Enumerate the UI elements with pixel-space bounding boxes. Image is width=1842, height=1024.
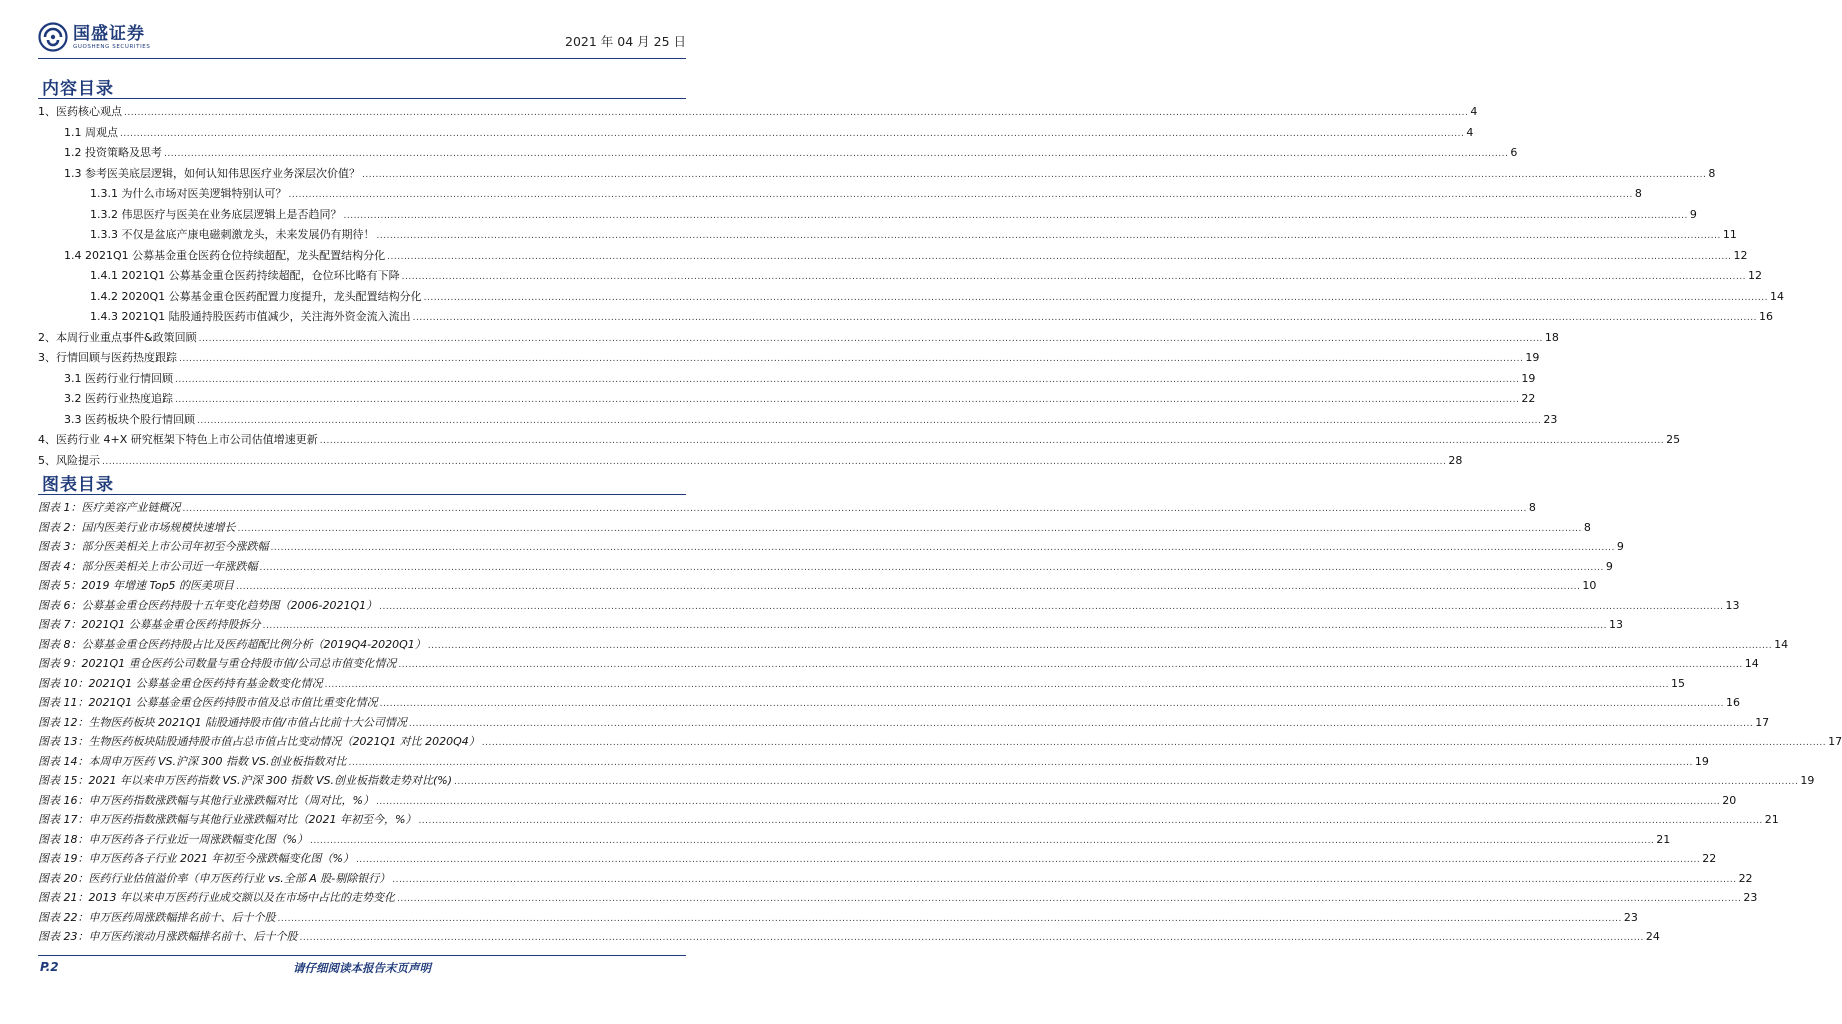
dot-leader: ................................................................................................................................................................................................................................................................................................................................................................................................................ bbox=[324, 679, 1669, 690]
dot-leader: ................................................................................................................................................................................................................................................................................................................................................................................................................ bbox=[175, 395, 1520, 405]
logo-english: GUOSHENG SECURITIES bbox=[73, 43, 151, 50]
dot-leader: ................................................................................................................................................................................................................................................................................................................................................................................................................ bbox=[236, 582, 1581, 592]
figure-entry-label: 图表 23：申万医药滚动月涨跌幅排名前十、后十个股 bbox=[38, 930, 298, 943]
dot-leader: ................................................................................................................................................................................................................................................................................................................................................................................................................ bbox=[401, 272, 1746, 282]
toc-entry-label: 1.4.3 2021Q1 陆股通持股医药市值减少，关注海外资金流入流出 bbox=[90, 310, 411, 323]
figure-entry[interactable] bbox=[38, 847, 1717, 866]
dot-leader: ................................................................................................................................................................................................................................................................................................................................................................................................................ bbox=[408, 718, 1754, 729]
figure-entry[interactable] bbox=[38, 808, 1779, 827]
figure-entry-label: 图表 20：医药行业估值溢价率（申万医药行业 vs.全部 A 股-剔除银行） bbox=[38, 871, 391, 885]
figure-entry[interactable] bbox=[38, 516, 1591, 535]
toc-entry-label: 3.3 医药板块个股行情回顾 bbox=[64, 412, 195, 426]
page-header bbox=[38, 18, 686, 59]
dot-leader: ................................................................................................................................................................................................................................................................................................................................................................................................................ bbox=[454, 777, 1799, 787]
toc-entry[interactable] bbox=[38, 223, 1737, 242]
logo bbox=[38, 20, 150, 54]
report-date: 2021 年 04 月 25 日 bbox=[565, 34, 686, 49]
dot-leader: ................................................................................................................................................................................................................................................................................................................................................................................................................ bbox=[175, 374, 1520, 385]
figure-entry[interactable] bbox=[38, 613, 1623, 632]
toc-entry[interactable] bbox=[38, 428, 1681, 447]
figure-entry-page: 23 bbox=[1743, 891, 1758, 904]
toc-entry[interactable] bbox=[38, 305, 1773, 324]
dot-leader: ................................................................................................................................................................................................................................................................................................................................................................................................................ bbox=[259, 562, 1604, 573]
toc-entry-page: 18 bbox=[1544, 330, 1559, 344]
toc-title: 内容目录 bbox=[42, 79, 114, 99]
toc-entry[interactable] bbox=[38, 244, 1748, 263]
figure-entry-label: 图表 15：2021 年以来申万医药指数 VS.沪深 300 指数 VS.创业板指数走势对比(%) bbox=[38, 774, 453, 787]
dot-leader: ................................................................................................................................................................................................................................................................................................................................................................................................................ bbox=[387, 251, 1732, 262]
toc-entry-page: 6 bbox=[1510, 146, 1518, 159]
toc-entry-page: 8 bbox=[1708, 166, 1716, 180]
toc-entry-page: 25 bbox=[1666, 433, 1681, 446]
figure-entry-label: 图表 22：申万医药周涨跌幅排名前十、后十个股 bbox=[38, 910, 276, 924]
dot-leader: ................................................................................................................................................................................................................................................................................................................................................................................................................ bbox=[288, 190, 1633, 200]
dot-leader: ................................................................................................................................................................................................................................................................................................................................................................................................................ bbox=[355, 855, 1701, 865]
toc-entry-label: 3.1 医药行业行情回顾 bbox=[64, 371, 173, 385]
dot-leader: ................................................................................................................................................................................................................................................................................................................................................................................................................ bbox=[270, 543, 1615, 553]
figure-entry-page: 17 bbox=[1828, 735, 1842, 748]
figure-entry-label: 图表 5：2019 年增速 Top5 的医美项目 bbox=[38, 579, 235, 592]
figure-entry-label: 图表 8：公募基金重仓医药持股占比及医药超配比例分析（2019Q4-2020Q1） bbox=[38, 637, 426, 651]
toc-entry[interactable] bbox=[38, 346, 1540, 365]
toc-entry[interactable] bbox=[38, 264, 1762, 283]
toc-entry-label: 3、行情回顾与医药热度跟踪 bbox=[38, 351, 177, 364]
toc-entry-page: 22 bbox=[1521, 392, 1536, 405]
toc-entry-page: 19 bbox=[1525, 351, 1540, 364]
figure-entry-page: 14 bbox=[1744, 657, 1759, 670]
dot-leader: ................................................................................................................................................................................................................................................................................................................................................................................................................ bbox=[398, 660, 1743, 670]
toc-entry-page: 19 bbox=[1521, 371, 1536, 385]
figure-entry-page: 13 bbox=[1609, 618, 1623, 631]
toc-entry[interactable] bbox=[38, 203, 1697, 222]
figure-entry[interactable] bbox=[38, 555, 1613, 574]
dot-leader: ................................................................................................................................................................................................................................................................................................................................................................................................................ bbox=[164, 149, 1509, 159]
dot-leader: ................................................................................................................................................................................................................................................................................................................................................................................................................ bbox=[277, 913, 1622, 924]
toc-entry-label: 1.3.2 伟思医疗与医美在业务底层逻辑上是否趋同？ bbox=[90, 207, 342, 221]
figure-entry-label: 图表 6：公募基金重仓医药持股十五年变化趋势图（2006-2021Q1） bbox=[38, 598, 378, 612]
toc-entry-label: 1.4.2 2020Q1 公募基金重仓医药配置力度提升，龙头配置结构分化 bbox=[90, 289, 422, 303]
dot-leader: ................................................................................................................................................................................................................................................................................................................................................................................................................ bbox=[412, 313, 1757, 323]
figure-entry[interactable] bbox=[38, 711, 1770, 730]
figure-entry[interactable] bbox=[38, 691, 1740, 710]
dot-leader: ................................................................................................................................................................................................................................................................................................................................................................................................................ bbox=[376, 231, 1721, 241]
toc-entry-label: 1.2 投资策略及思考 bbox=[64, 146, 162, 159]
dot-leader: ................................................................................................................................................................................................................................................................................................................................................................................................................ bbox=[343, 210, 1688, 221]
dot-leader: ................................................................................................................................................................................................................................................................................................................................................................................................................ bbox=[198, 333, 1543, 344]
figure-entry-label: 图表 16：申万医药指数涨跌幅与其他行业涨跌幅对比（周对比，%） bbox=[38, 793, 374, 807]
dot-leader: ................................................................................................................................................................................................................................................................................................................................................................................................................ bbox=[427, 640, 1773, 651]
figure-entry-page: 9 bbox=[1616, 540, 1624, 553]
toc-entry-label: 1.1 周观点 bbox=[64, 125, 118, 139]
toc-entry[interactable] bbox=[38, 387, 1536, 406]
dot-leader: ................................................................................................................................................................................................................................................................................................................................................................................................................ bbox=[299, 933, 1644, 943]
figure-entry-page: 20 bbox=[1722, 793, 1737, 807]
toc-entry-label: 1.3 参考医美底层逻辑，如何认知伟思医疗业务深层次价值？ bbox=[64, 166, 360, 180]
dot-leader: ................................................................................................................................................................................................................................................................................................................................................................................................................ bbox=[120, 128, 1465, 139]
toc-entry[interactable] bbox=[38, 121, 1474, 140]
toc-entry-page: 4 bbox=[1470, 105, 1478, 118]
figure-entry-page: 19 bbox=[1800, 774, 1815, 787]
figure-entry-page: 23 bbox=[1623, 910, 1638, 924]
figure-entry-page: 17 bbox=[1755, 715, 1770, 729]
dot-leader: ................................................................................................................................................................................................................................................................................................................................................................................................................ bbox=[418, 816, 1763, 826]
figure-entry-page: 15 bbox=[1670, 676, 1685, 690]
toc-entry-page: 12 bbox=[1733, 248, 1748, 262]
toc-entry[interactable] bbox=[38, 285, 1784, 304]
dot-leader: ................................................................................................................................................................................................................................................................................................................................................................................................................ bbox=[124, 108, 1469, 118]
figure-entry-page: 21 bbox=[1764, 813, 1779, 826]
figure-entry-page: 8 bbox=[1528, 501, 1536, 514]
toc-entry-label: 2、本周行业重点事件&政策回顾 bbox=[38, 330, 197, 344]
dot-leader: ................................................................................................................................................................................................................................................................................................................................................................................................................ bbox=[309, 835, 1655, 846]
toc-entry-page: 12 bbox=[1747, 269, 1762, 282]
figure-entry[interactable] bbox=[38, 594, 1740, 613]
figure-entry[interactable] bbox=[38, 535, 1624, 554]
toc-entry-label: 1.4.1 2021Q1 公募基金重仓医药持续超配，仓位环比略有下降 bbox=[90, 269, 400, 282]
figure-entry-label: 图表 12：生物医药板块 2021Q1 陆股通持股市值/市值占比前十大公司情况 bbox=[38, 715, 407, 729]
dot-leader: ................................................................................................................................................................................................................................................................................................................................................................................................................ bbox=[362, 169, 1707, 180]
toc-title-divider bbox=[38, 98, 686, 99]
figure-entry-page: 22 bbox=[1702, 852, 1717, 865]
figure-entry-label: 图表 3：部分医美相关上市公司年初至今涨跌幅 bbox=[38, 540, 269, 553]
footer-divider bbox=[38, 955, 686, 956]
toc-entry[interactable] bbox=[38, 182, 1642, 201]
figure-entry[interactable] bbox=[38, 769, 1815, 788]
figure-entry[interactable] bbox=[38, 672, 1685, 691]
figure-entry-label: 图表 18：申万医药各子行业近一周涨跌幅变化图（%） bbox=[38, 832, 308, 846]
toc-entry-page: 8 bbox=[1634, 187, 1642, 200]
toc-entry[interactable] bbox=[38, 141, 1518, 160]
figure-entry-label: 图表 14：本周申万医药 VS.沪深 300 指数 VS.创业板指数对比 bbox=[38, 754, 347, 768]
dot-leader: ................................................................................................................................................................................................................................................................................................................................................................................................................ bbox=[237, 523, 1582, 534]
toc-entry-label: 1.3.3 不仅是盆底产康电磁刺激龙头，未来发展仍有期待！ bbox=[90, 228, 375, 241]
figure-entry-label: 图表 13：生物医药板块陆股通持股市值占总市值占比变动情况（2021Q1 对比 2020Q4） bbox=[38, 735, 480, 748]
figures-title: 图表目录 bbox=[42, 475, 114, 495]
dot-leader: ................................................................................................................................................................................................................................................................................................................................................................................................................ bbox=[319, 436, 1665, 446]
figure-entry-label: 图表 10：2021Q1 公募基金重仓医药持有基金数变化情况 bbox=[38, 676, 323, 690]
figure-entry-label: 图表 4：部分医美相关上市公司近一年涨跌幅 bbox=[38, 559, 258, 573]
toc-entry-label: 5、风险提示 bbox=[38, 453, 100, 467]
figure-entry[interactable] bbox=[38, 867, 1753, 886]
dot-leader: ................................................................................................................................................................................................................................................................................................................................................................................................................ bbox=[179, 354, 1524, 364]
figure-entry-label: 图表 21：2013 年以来申万医药行业成交额以及在市场中占比的走势变化 bbox=[38, 891, 395, 904]
page-number: P.2 bbox=[40, 960, 59, 974]
toc-entry[interactable] bbox=[38, 367, 1536, 386]
figure-entry[interactable] bbox=[38, 789, 1737, 808]
figure-entry-page: 16 bbox=[1725, 696, 1740, 709]
dot-leader: ................................................................................................................................................................................................................................................................................................................................................................................................................ bbox=[392, 874, 1737, 885]
toc-entry-page: 16 bbox=[1758, 310, 1773, 323]
figure-entry-label: 图表 17：申万医药指数涨跌幅与其他行业涨跌幅对比（2021 年初至今，%） bbox=[38, 813, 417, 826]
figure-entry-label: 图表 9：2021Q1 重仓医药公司数量与重仓持股市值/公司总市值变化情况 bbox=[38, 657, 397, 670]
figure-entry[interactable] bbox=[38, 828, 1671, 847]
toc-entry-label: 3.2 医药行业热度追踪 bbox=[64, 392, 173, 405]
figure-entry-page: 10 bbox=[1582, 579, 1597, 592]
guosheng-logo-icon bbox=[38, 22, 68, 52]
disclaimer-note: 请仔细阅读本报告末页声明 bbox=[293, 961, 431, 975]
toc-entry-page: 28 bbox=[1448, 453, 1463, 467]
toc-entry-page: 14 bbox=[1769, 289, 1784, 303]
dot-leader: ................................................................................................................................................................................................................................................................................................................................................................................................................ bbox=[481, 738, 1827, 748]
dot-leader: ................................................................................................................................................................................................................................................................................................................................................................................................................ bbox=[423, 292, 1768, 303]
figure-entry[interactable] bbox=[38, 574, 1597, 593]
figure-entry-page: 9 bbox=[1605, 559, 1613, 573]
toc-entry[interactable] bbox=[38, 162, 1716, 181]
figure-entry-page: 8 bbox=[1583, 520, 1591, 534]
figure-entry-label: 图表 19：申万医药各子行业 2021 年初至今涨跌幅变化图（%） bbox=[38, 852, 354, 865]
dot-leader: ................................................................................................................................................................................................................................................................................................................................................................................................................ bbox=[379, 601, 1724, 612]
toc-entry-label: 4、医药行业 4+X 研究框架下特色上市公司估值增速更新 bbox=[38, 433, 318, 446]
dot-leader: ................................................................................................................................................................................................................................................................................................................................................................................................................ bbox=[262, 621, 1607, 631]
figure-entry-page: 24 bbox=[1645, 930, 1660, 943]
toc-entry[interactable] bbox=[38, 326, 1559, 345]
dot-leader: ................................................................................................................................................................................................................................................................................................................................................................................................................ bbox=[379, 699, 1724, 709]
toc-entry[interactable] bbox=[38, 449, 1463, 468]
toc-entry[interactable] bbox=[38, 408, 1558, 427]
figure-entry-page: 14 bbox=[1774, 637, 1789, 651]
figure-entry-page: 13 bbox=[1725, 598, 1740, 612]
dot-leader: ................................................................................................................................................................................................................................................................................................................................................................................................................ bbox=[375, 796, 1721, 807]
toc-entry-label: 1.3.1 为什么市场对医美逻辑特别认可？ bbox=[90, 187, 287, 200]
dot-leader: ................................................................................................................................................................................................................................................................................................................................................................................................................ bbox=[396, 894, 1742, 904]
figure-entry[interactable] bbox=[38, 906, 1638, 925]
figure-entry[interactable] bbox=[38, 652, 1759, 671]
dot-leader: ................................................................................................................................................................................................................................................................................................................................................................................................................ bbox=[348, 757, 1693, 768]
dot-leader: ................................................................................................................................................................................................................................................................................................................................................................................................................ bbox=[197, 415, 1542, 426]
toc-entry-label: 1.4 2021Q1 公募基金重仓医药仓位持续超配，龙头配置结构分化 bbox=[64, 248, 386, 262]
toc-entry-label: 1、医药核心观点 bbox=[38, 105, 122, 118]
figure-entry-label: 图表 11：2021Q1 公募基金重仓医药持股市值及总市值比重变化情况 bbox=[38, 696, 378, 709]
logo-name: 国盛证券 bbox=[73, 23, 145, 44]
figure-entry-label: 图表 7：2021Q1 公募基金重仓医药持股拆分 bbox=[38, 618, 261, 631]
figure-entry[interactable] bbox=[38, 925, 1660, 944]
figure-entry-page: 19 bbox=[1694, 754, 1709, 768]
figure-entry[interactable] bbox=[38, 496, 1536, 515]
figure-entry-label: 图表 2：国内医美行业市场规模快速增长 bbox=[38, 520, 236, 534]
figure-entry-page: 22 bbox=[1738, 871, 1753, 885]
figure-entry-label: 图表 1：医疗美容产业链概况 bbox=[38, 501, 181, 514]
figures-title-divider bbox=[38, 494, 686, 495]
toc-entry-page: 9 bbox=[1689, 207, 1697, 221]
dot-leader: ................................................................................................................................................................................................................................................................................................................................................................................................................ bbox=[102, 456, 1447, 467]
figure-entry-page: 21 bbox=[1656, 832, 1671, 846]
toc-entry[interactable] bbox=[38, 100, 1478, 119]
figure-entry[interactable] bbox=[38, 886, 1758, 905]
figure-entry[interactable] bbox=[38, 633, 1789, 652]
toc-entry-page: 23 bbox=[1543, 412, 1558, 426]
toc-entry-page: 11 bbox=[1722, 228, 1737, 241]
toc-entry-page: 4 bbox=[1466, 125, 1474, 139]
dot-leader: ................................................................................................................................................................................................................................................................................................................................................................................................................ bbox=[182, 504, 1527, 514]
figure-entry[interactable] bbox=[38, 750, 1709, 769]
figure-entry[interactable] bbox=[38, 730, 1842, 749]
